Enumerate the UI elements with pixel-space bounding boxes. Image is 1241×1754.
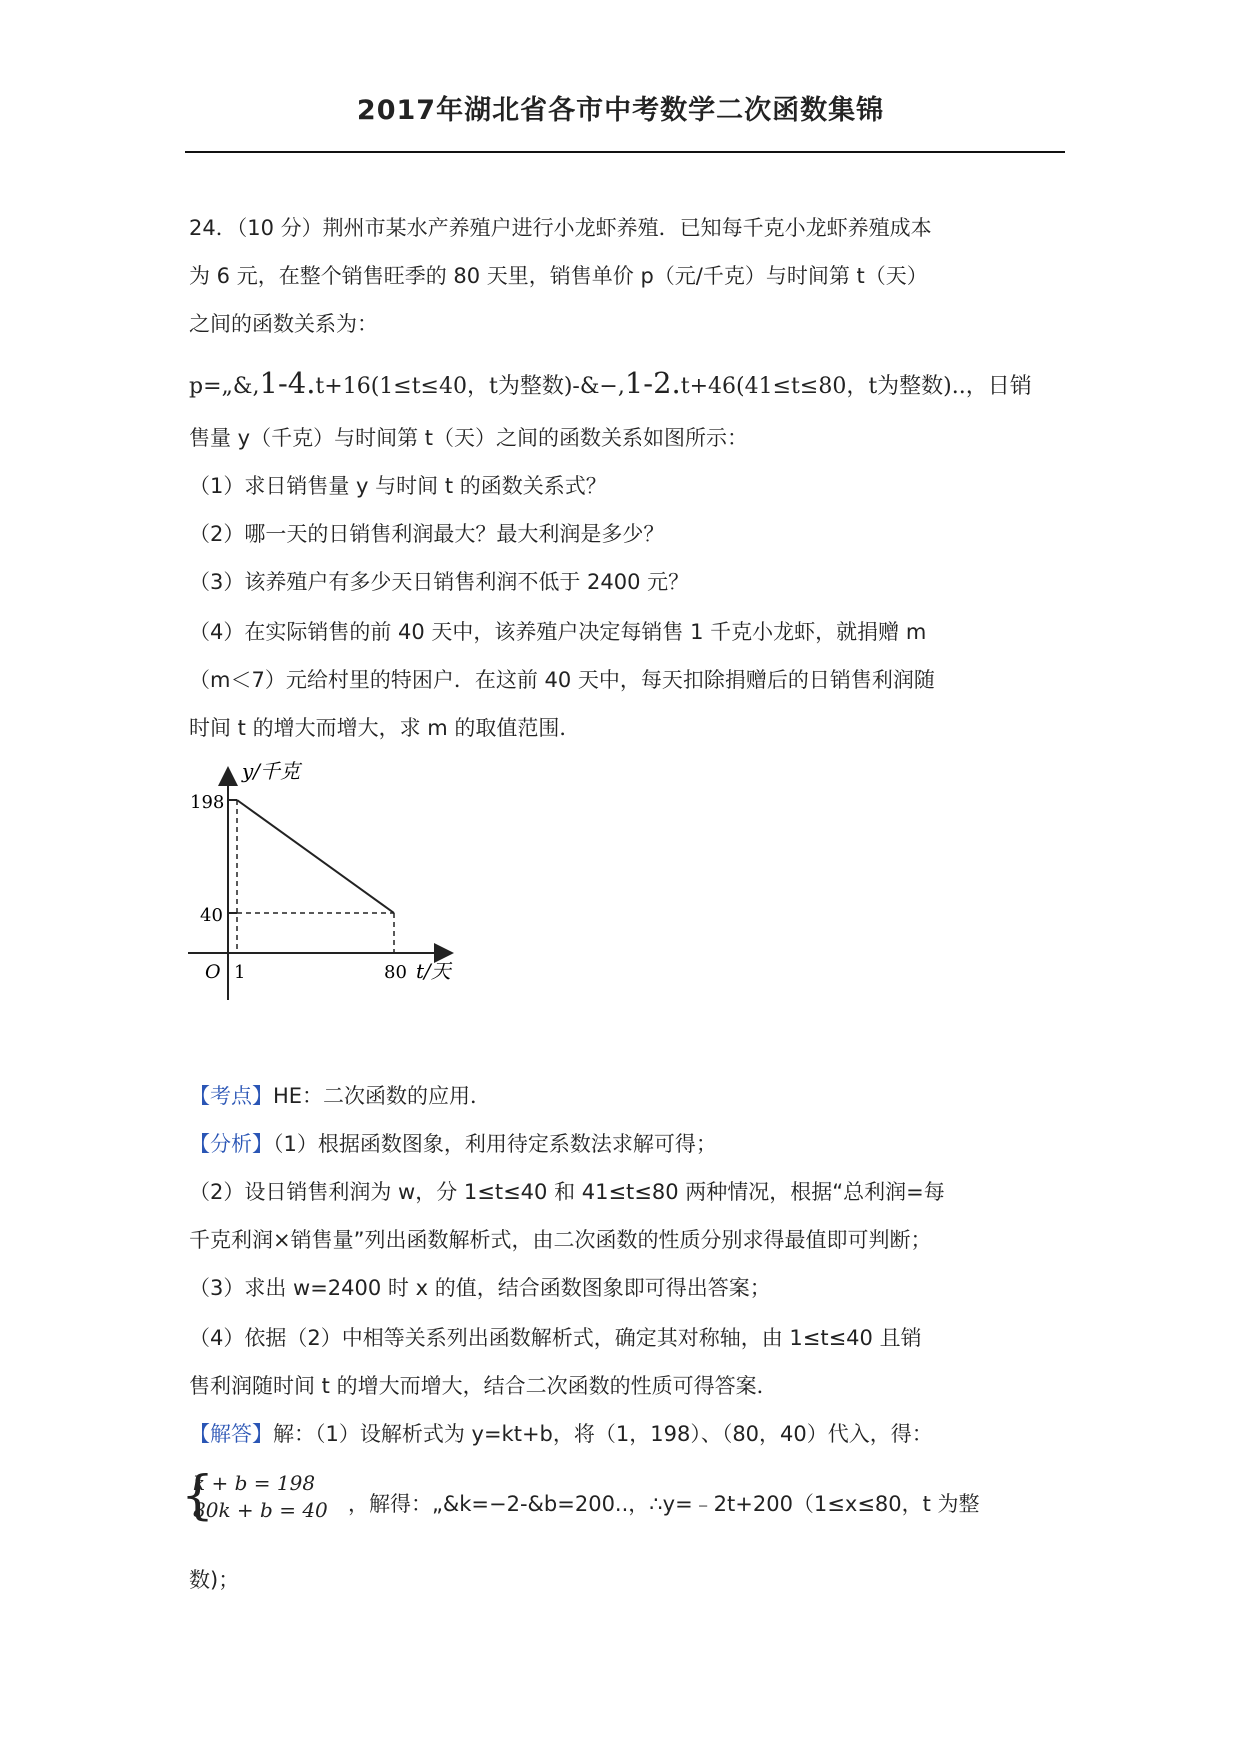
question-2: （2）哪一天的日销售利润最大？最大利润是多少？ [189,522,665,546]
solution-result: ，解得：„&k=−2-&b=200..，∴y=﹣2t+200（1≤x≤80，t 为整 [348,1492,980,1516]
equation-2: 80k + b = 40 [193,1498,328,1522]
sales-graph [180,758,480,1008]
formula-fraction-2: 1-2. [624,366,681,400]
kaodian-row [189,1080,1059,1110]
problem-line-3: 之间的函数关系为： [189,312,378,336]
y-tick-label-40: 40 [200,905,223,926]
page-title: 2017年湖北省各市中考数学二次函数集锦 [356,95,885,126]
x-tick-label-80: 80 [384,962,407,983]
title-divider [185,151,1065,153]
kaodian-text: HE：二次函数的应用． [273,1084,492,1108]
formula-fraction-1: 1-4. [259,366,316,400]
formula-prefix: p=„&, [189,374,260,399]
fenxi-row [189,1128,1059,1158]
equation-1: k + b = 198 [193,1471,316,1495]
problem-line-1: 24．（10 分）荆州市某水产养殖户进行小龙虾养殖．已知每千克小龙虾养殖成本 [189,216,932,240]
formula-piece-2: t+46(41≤t≤80，t为整数)..，日销 [680,374,1032,399]
analysis-line-5: （4）依据（2）中相等关系列出函数解析式，确定其对称轴，由 1≤t≤40 且销 [189,1326,922,1350]
system-brace: { [181,1466,215,1526]
question-3: （3）该养殖户有多少天日销售利润不低于 2400 元？ [189,570,690,594]
origin-label: O [205,961,221,983]
question-4-line-3: 时间 t 的增大而增大，求 m 的取值范围． [189,716,581,740]
problem-line-4: 售量 y（千克）与时间第 t（天）之间的函数关系如图所示： [189,426,749,450]
problem-line-2: 为 6 元，在整个销售旺季的 80 天里，销售单价 p（元/千克）与时间第 t（天） [189,264,928,288]
solution-last-line: 数)； [189,1568,240,1592]
price-formula [189,366,1059,400]
fenxi-tag: 【分析】 [189,1132,273,1156]
y-tick-label-198: 198 [190,792,225,813]
kaodian-tag: 【考点】 [189,1084,273,1108]
x-tick-label-1: 1 [234,962,246,983]
jieda-row [189,1418,1059,1448]
jieda-text: 解：（1）设解析式为 y=kt+b，将（1，198）、（80，40）代入，得： [273,1422,933,1446]
analysis-line-4: （3）求出 w=2400 时 x 的值，结合函数图象即可得出答案； [189,1276,771,1300]
analysis-line-6: 售利润随时间 t 的增大而增大，结合二次函数的性质可得答案． [189,1374,778,1398]
formula-piece-1: t+16(1≤t≤40，t为整数)-&−, [315,374,625,399]
x-axis-label: t/天 [416,959,451,983]
question-1: （1）求日销售量 y 与时间 t 的函数关系式？ [189,474,607,498]
analysis-line-3: 千克利润×销售量”列出函数解析式，由二次函数的性质分别求得最值即可判断； [189,1228,932,1252]
fenxi-text: （1）根据函数图象，利用待定系数法求解可得； [273,1132,717,1156]
question-4-line-1: （4）在实际销售的前 40 天中，该养殖户决定每销售 1 千克小龙虾，就捐赠 m [189,620,927,644]
y-axis-label: y/千克 [242,759,301,783]
jieda-tag: 【解答】 [189,1422,273,1446]
analysis-line-2: （2）设日销售利润为 w，分 1≤t≤40 和 41≤t≤80 两种情况，根据“总利润=每 [189,1180,945,1204]
equation-system [181,1466,328,1526]
sales-line [237,800,394,913]
question-4-line-2: （m＜7）元给村里的特困户．在这前 40 天中，每天扣除捐赠后的日销售利润随 [189,668,935,692]
